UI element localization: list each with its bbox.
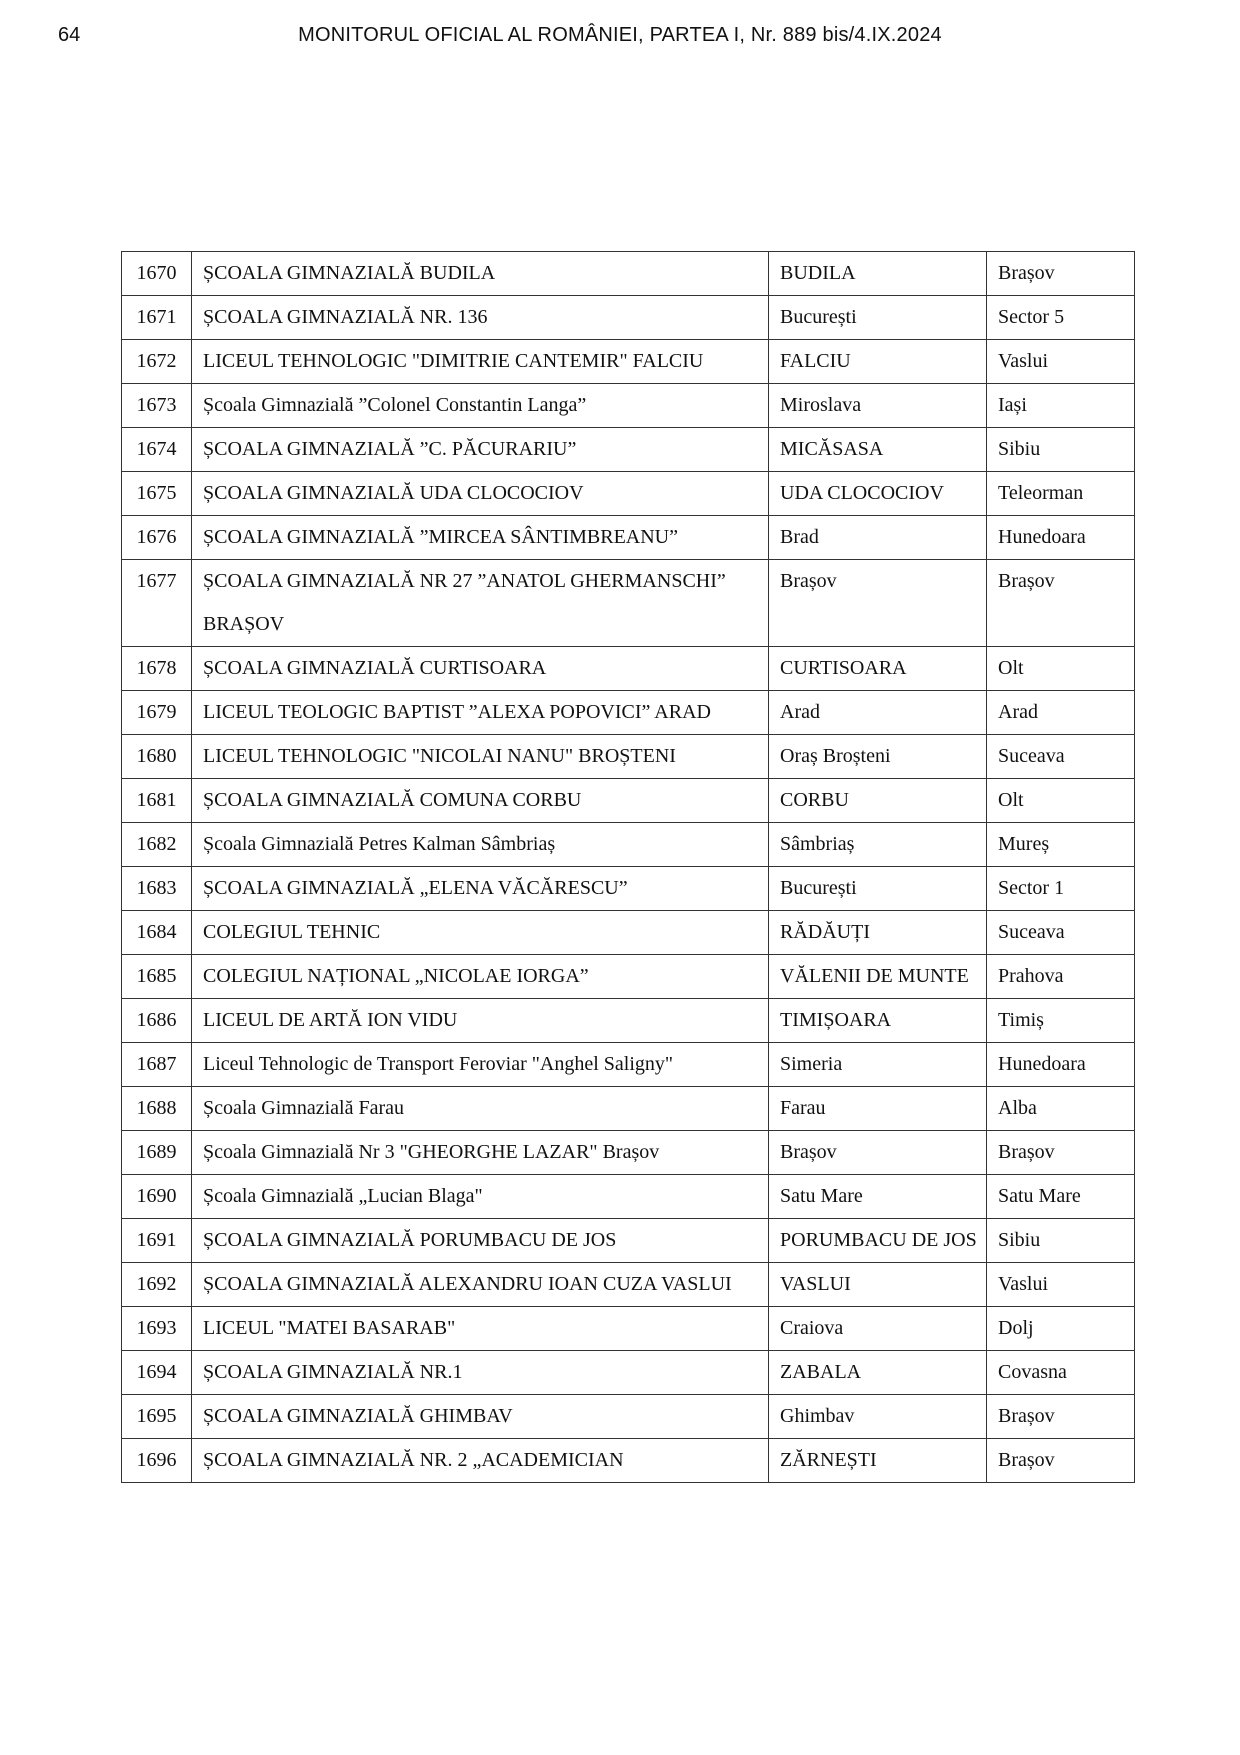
county: Olt [987, 779, 1135, 823]
table-row [122, 1395, 1135, 1439]
school-name: LICEUL TEOLOGIC BAPTIST ”ALEXA POPOVICI” ARAD [192, 691, 769, 735]
county: Sector 1 [987, 867, 1135, 911]
schools-table [121, 251, 1135, 1483]
locality: Farau [769, 1087, 987, 1131]
row-number: 1687 [122, 1043, 192, 1087]
school-name: LICEUL DE ARTĂ ION VIDU [192, 999, 769, 1043]
locality: Brad [769, 516, 987, 560]
table-row [122, 999, 1135, 1043]
row-number: 1670 [122, 252, 192, 296]
locality: BUDILA [769, 252, 987, 296]
row-number: 1679 [122, 691, 192, 735]
school-name: ȘCOALA GIMNAZIALĂ BUDILA [192, 252, 769, 296]
table-row [122, 296, 1135, 340]
county: Iași [987, 384, 1135, 428]
locality: CURTISOARA [769, 647, 987, 691]
table-row [122, 1351, 1135, 1395]
row-number: 1694 [122, 1351, 192, 1395]
row-number: 1696 [122, 1439, 192, 1483]
locality: Craiova [769, 1307, 987, 1351]
school-name: ȘCOALA GIMNAZIALĂ NR. 2 „ACADEMICIAN [192, 1439, 769, 1483]
table-row [122, 955, 1135, 999]
row-number: 1683 [122, 867, 192, 911]
row-number: 1680 [122, 735, 192, 779]
school-name: ȘCOALA GIMNAZIALĂ NR. 136 [192, 296, 769, 340]
row-number: 1674 [122, 428, 192, 472]
school-name: Școala Gimnazială Nr 3 "GHEORGHE LAZAR" Brașov [192, 1131, 769, 1175]
locality: VASLUI [769, 1263, 987, 1307]
locality: București [769, 296, 987, 340]
publication-title: MONITORUL OFICIAL AL ROMÂNIEI, PARTEA I, Nr. 889 bis/4.IX.2024 [298, 24, 942, 46]
schools-table-body [122, 252, 1135, 1483]
row-number: 1684 [122, 911, 192, 955]
locality: ZABALA [769, 1351, 987, 1395]
table-row [122, 867, 1135, 911]
county: Teleorman [987, 472, 1135, 516]
locality: Oraș Broșteni [769, 735, 987, 779]
school-name: ȘCOALA GIMNAZIALĂ NR 27 ”ANATOL GHERMANSCHI” BRAȘOV [192, 560, 769, 647]
table-row [122, 1307, 1135, 1351]
locality: CORBU [769, 779, 987, 823]
county: Sector 5 [987, 296, 1135, 340]
table-row [122, 1087, 1135, 1131]
locality: FALCIU [769, 340, 987, 384]
locality: TIMIȘOARA [769, 999, 987, 1043]
row-number: 1693 [122, 1307, 192, 1351]
table-row [122, 1263, 1135, 1307]
school-name: ȘCOALA GIMNAZIALĂ CURTISOARA [192, 647, 769, 691]
county: Vaslui [987, 340, 1135, 384]
table-row [122, 472, 1135, 516]
row-number: 1689 [122, 1131, 192, 1175]
table-row [122, 1043, 1135, 1087]
row-number: 1677 [122, 560, 192, 647]
row-number: 1695 [122, 1395, 192, 1439]
row-number: 1681 [122, 779, 192, 823]
row-number: 1675 [122, 472, 192, 516]
school-name: LICEUL TEHNOLOGIC "DIMITRIE CANTEMIR" FALCIU [192, 340, 769, 384]
county: Dolj [987, 1307, 1135, 1351]
county: Brașov [987, 1131, 1135, 1175]
locality: Simeria [769, 1043, 987, 1087]
table-row [122, 428, 1135, 472]
school-name: ȘCOALA GIMNAZIALĂ GHIMBAV [192, 1395, 769, 1439]
county: Vaslui [987, 1263, 1135, 1307]
table-row [122, 647, 1135, 691]
locality: UDA CLOCOCIOV [769, 472, 987, 516]
county: Brașov [987, 252, 1135, 296]
county: Timiș [987, 999, 1135, 1043]
table-row [122, 735, 1135, 779]
county: Alba [987, 1087, 1135, 1131]
table-row [122, 1439, 1135, 1483]
row-number: 1692 [122, 1263, 192, 1307]
locality: VĂLENII DE MUNTE [769, 955, 987, 999]
locality: Brașov [769, 560, 987, 647]
table-row [122, 384, 1135, 428]
school-name: LICEUL TEHNOLOGIC "NICOLAI NANU" BROȘTENI [192, 735, 769, 779]
page-header [0, 22, 1240, 52]
row-number: 1682 [122, 823, 192, 867]
locality: Brașov [769, 1131, 987, 1175]
school-name: LICEUL "MATEI BASARAB" [192, 1307, 769, 1351]
row-number: 1671 [122, 296, 192, 340]
county: Olt [987, 647, 1135, 691]
school-name: ȘCOALA GIMNAZIALĂ ”MIRCEA SÂNTIMBREANU” [192, 516, 769, 560]
locality: PORUMBACU DE JOS [769, 1219, 987, 1263]
county: Brașov [987, 560, 1135, 647]
page-number: 64 [58, 24, 81, 46]
county: Brașov [987, 1439, 1135, 1483]
locality: RĂDĂUȚI [769, 911, 987, 955]
locality: Arad [769, 691, 987, 735]
county: Sibiu [987, 1219, 1135, 1263]
school-name: ȘCOALA GIMNAZIALĂ „ELENA VĂCĂRESCU” [192, 867, 769, 911]
county: Satu Mare [987, 1175, 1135, 1219]
table-row [122, 560, 1135, 647]
row-number: 1676 [122, 516, 192, 560]
school-name: ȘCOALA GIMNAZIALĂ UDA CLOCOCIOV [192, 472, 769, 516]
county: Hunedoara [987, 1043, 1135, 1087]
table-row [122, 911, 1135, 955]
county: Suceava [987, 911, 1135, 955]
county: Arad [987, 691, 1135, 735]
table-row [122, 516, 1135, 560]
row-number: 1690 [122, 1175, 192, 1219]
school-name: ȘCOALA GIMNAZIALĂ ALEXANDRU IOAN CUZA VASLUI [192, 1263, 769, 1307]
school-name: ȘCOALA GIMNAZIALĂ NR.1 [192, 1351, 769, 1395]
school-name: ȘCOALA GIMNAZIALĂ ”C. PĂCURARIU” [192, 428, 769, 472]
row-number: 1678 [122, 647, 192, 691]
county: Covasna [987, 1351, 1135, 1395]
table-row [122, 823, 1135, 867]
school-name: ȘCOALA GIMNAZIALĂ COMUNA CORBU [192, 779, 769, 823]
row-number: 1688 [122, 1087, 192, 1131]
table-row [122, 1219, 1135, 1263]
locality: București [769, 867, 987, 911]
row-number: 1685 [122, 955, 192, 999]
locality: Satu Mare [769, 1175, 987, 1219]
county: Sibiu [987, 428, 1135, 472]
county: Mureș [987, 823, 1135, 867]
row-number: 1686 [122, 999, 192, 1043]
county: Brașov [987, 1395, 1135, 1439]
school-name: Școala Gimnazială „Lucian Blaga" [192, 1175, 769, 1219]
school-name: ȘCOALA GIMNAZIALĂ PORUMBACU DE JOS [192, 1219, 769, 1263]
locality: ZĂRNEȘTI [769, 1439, 987, 1483]
row-number: 1673 [122, 384, 192, 428]
row-number: 1672 [122, 340, 192, 384]
county: Suceava [987, 735, 1135, 779]
table-row [122, 340, 1135, 384]
school-name: Școala Gimnazială Petres Kalman Sâmbriaș [192, 823, 769, 867]
table-row [122, 1175, 1135, 1219]
locality: Ghimbav [769, 1395, 987, 1439]
table-row [122, 691, 1135, 735]
school-name: Școala Gimnazială Farau [192, 1087, 769, 1131]
locality: MICĂSASA [769, 428, 987, 472]
school-name: Liceul Tehnologic de Transport Feroviar "Anghel Saligny" [192, 1043, 769, 1087]
table-row [122, 779, 1135, 823]
school-name: COLEGIUL NAȚIONAL „NICOLAE IORGA” [192, 955, 769, 999]
school-name: COLEGIUL TEHNIC [192, 911, 769, 955]
locality: Sâmbriaș [769, 823, 987, 867]
table-row [122, 252, 1135, 296]
county: Prahova [987, 955, 1135, 999]
row-number: 1691 [122, 1219, 192, 1263]
locality: Miroslava [769, 384, 987, 428]
county: Hunedoara [987, 516, 1135, 560]
table-row [122, 1131, 1135, 1175]
school-name: Școala Gimnazială ”Colonel Constantin Langa” [192, 384, 769, 428]
